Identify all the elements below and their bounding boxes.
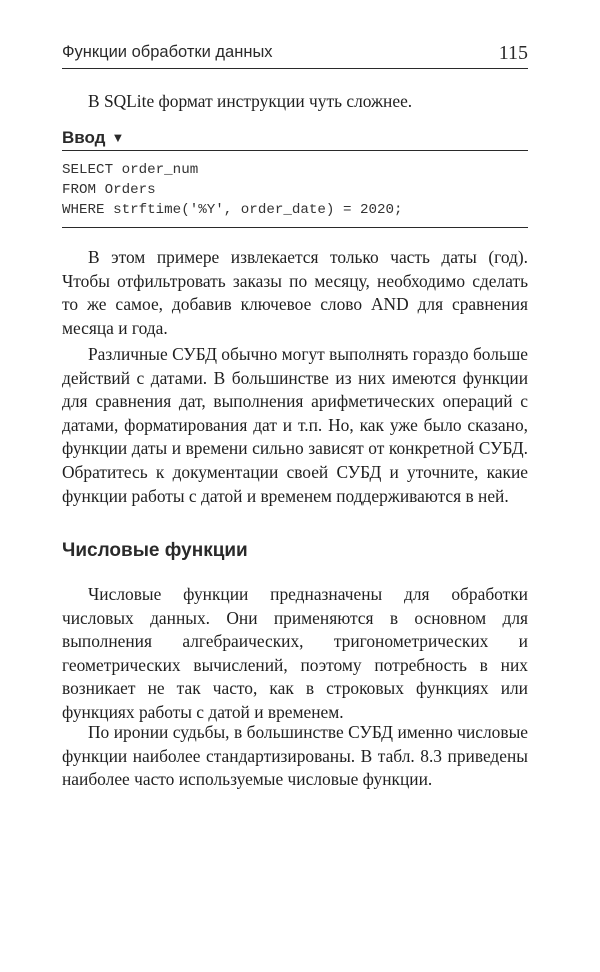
body-paragraph: Различные СУБД обычно могут выполнять гораздо больше действий с датами. В большинстве из них имеются функции для сравнения дат, выполнения арифметических операций с датами, форматирования дат и т.п. Но, как уже было сказано, функции даты и времени сильно зависят от конкретной СУБД. Обратитесь к документации своей СУБД и уточните, какие функции работы с датой и временем поддерживаются в ней. — [62, 344, 528, 506]
page-number: 115 — [498, 42, 528, 64]
code-listing — [62, 150, 528, 228]
running-title: Функции обработки данных — [62, 43, 273, 61]
down-triangle-icon: ▼ — [111, 130, 125, 145]
code-line: WHERE strftime('%Y', order_date) = 2020; — [62, 202, 403, 218]
body-paragraph: В этом примере извлекается только часть даты (год). Чтобы отфильтровать заказы по месяцу, необходимо сделать то же самое, добавив ключевое слово AND для сравнения месяца и года. — [62, 247, 528, 338]
section-heading: Числовые функции — [62, 540, 248, 561]
code-line: FROM Orders — [62, 182, 156, 198]
running-header — [62, 42, 528, 69]
code-line: SELECT order_num — [62, 162, 199, 178]
input-label — [62, 128, 124, 148]
input-label-text: Ввод — [62, 128, 106, 147]
section-paragraph: Числовые функции предназначены для обработки числовых данных. Они применяются в основном для выполнения алгебраических, тригонометрических и геометрических вычислений, поэтому потребность в них возникает не так часто, как в строковых функциях или функциях работы с датой и временем. — [62, 584, 528, 722]
intro-paragraph: В SQLite формат инструкции чуть сложнее. — [88, 91, 413, 111]
section-paragraph: По иронии судьбы, в большинстве СУБД именно числовые функции наиболее стандартизированы. В табл. 8.3 приведены наиболее часто используемые числовые функции. — [62, 722, 528, 790]
